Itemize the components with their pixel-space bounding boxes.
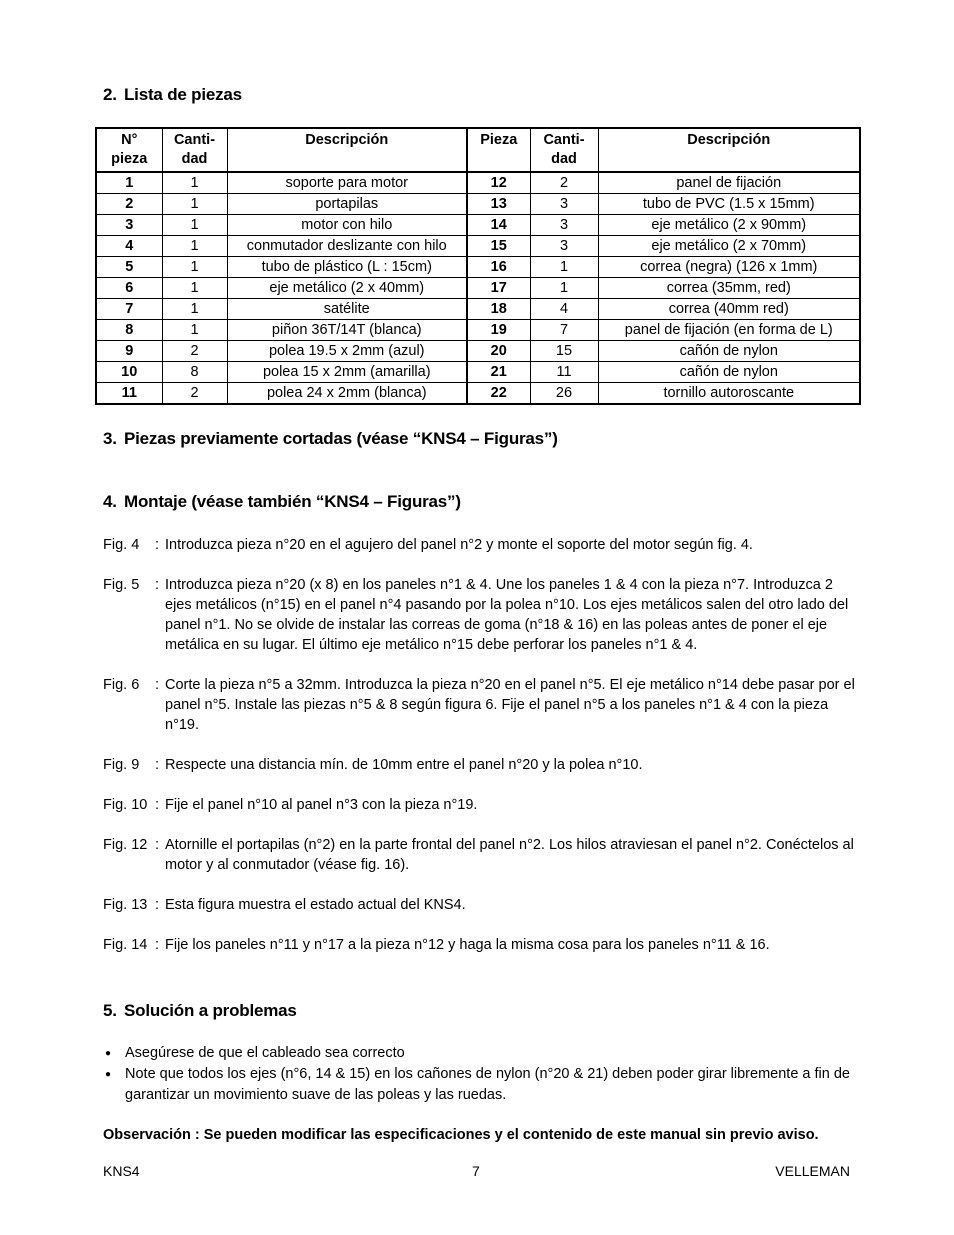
table-row (96, 172, 860, 194)
table-row (96, 257, 860, 278)
cell-part: 13 (467, 194, 530, 215)
cell-description-2: cañón de nylon (598, 362, 860, 383)
table-row (96, 383, 860, 405)
section-title-precut-parts (103, 429, 558, 449)
assembly-step (103, 935, 863, 955)
cell-description: polea 19.5 x 2mm (azul) (227, 341, 467, 362)
cell-description: polea 15 x 2mm (amarilla) (227, 362, 467, 383)
parts-table (95, 127, 861, 405)
table-row (96, 215, 860, 236)
note-text: Observación : Se pueden modificar las especificaciones y el contenido de este manual sin previo aviso. (103, 1127, 819, 1143)
cell-quantity: 1 (162, 278, 227, 299)
step-text: Esta figura muestra el estado actual del KNS4. (165, 897, 466, 913)
cell-quantity-2: 1 (530, 278, 598, 299)
cell-part: 18 (467, 299, 530, 320)
cell-description: motor con hilo (227, 215, 467, 236)
assembly-step (103, 795, 863, 815)
section-heading: Solución a problemas (124, 1001, 297, 1020)
step-figure-label: Fig. 12 (103, 837, 148, 853)
cell-quantity-2: 11 (530, 362, 598, 383)
cell-description-2: cañón de nylon (598, 341, 860, 362)
cell-quantity: 1 (162, 299, 227, 320)
section-number: 5. (103, 1001, 117, 1020)
assembly-step (103, 535, 863, 555)
parts-table-body (96, 172, 860, 404)
section-number: 2. (103, 85, 117, 104)
cell-part: 12 (467, 172, 530, 194)
cell-description-2: eje metálico (2 x 90mm) (598, 215, 860, 236)
cell-part-number: 10 (96, 362, 162, 383)
cell-part-number: 2 (96, 194, 162, 215)
assembly-step (103, 575, 863, 655)
list-item-text: Note que todos los ejes (n°6, 14 & 15) en los cañones de nylon (n°20 & 21) deben poder girar libremente a fin de garantizar un movimiento suave de las poleas y las ruedas. (125, 1066, 850, 1103)
step-text: Corte la pieza n°5 a 32mm. Introduzca la pieza n°20 en el panel n°5. El eje metálico n°14 debe pasar por el panel n°5. Instale las piezas n°5 & 8 según figura 6. Fije el panel n°5 a los paneles n°1 & 4 con la pieza n°19. (165, 677, 855, 733)
step-text: Fije el panel n°10 al panel n°3 con la pieza n°19. (165, 797, 478, 813)
table-row (96, 236, 860, 257)
cell-description: conmutador deslizante con hilo (227, 236, 467, 257)
assembly-steps (103, 535, 863, 975)
step-separator: : (155, 897, 160, 913)
step-separator: : (155, 797, 160, 813)
cell-quantity: 1 (162, 215, 227, 236)
list-item-text: Asegúrese de que el cableado sea correcto (125, 1045, 405, 1061)
cell-quantity-2: 2 (530, 172, 598, 194)
troubleshooting-list (103, 1043, 863, 1106)
header-description: Descripción (227, 128, 467, 172)
step-text: Respecte una distancia mín. de 10mm entre el panel n°20 y la polea n°10. (165, 757, 643, 773)
cell-quantity-2: 3 (530, 236, 598, 257)
cell-part: 14 (467, 215, 530, 236)
step-separator: : (155, 677, 160, 693)
cell-part: 16 (467, 257, 530, 278)
section-title-troubleshooting (103, 1001, 297, 1021)
cell-quantity: 1 (162, 172, 227, 194)
cell-description: piñon 36T/14T (blanca) (227, 320, 467, 341)
cell-description-2: eje metálico (2 x 70mm) (598, 236, 860, 257)
header-quantity-2: Canti- dad (530, 128, 598, 172)
section-heading: Piezas previamente cortadas (véase “KNS4 – Figuras”) (124, 429, 558, 448)
section-heading: Lista de piezas (124, 85, 242, 104)
step-figure-label: Fig. 14 (103, 937, 148, 953)
cell-quantity: 1 (162, 236, 227, 257)
cell-quantity-2: 3 (530, 215, 598, 236)
step-figure-label: Fig. 5 (103, 577, 140, 593)
step-text: Introduzca pieza n°20 en el agujero del panel n°2 y monte el soporte del motor según fig. 4. (165, 537, 753, 553)
table-row (96, 320, 860, 341)
step-figure-label: Fig. 10 (103, 797, 148, 813)
header-part-number: N° pieza (96, 128, 162, 172)
step-text: Atornille el portapilas (n°2) en la parte frontal del panel n°2. Los hilos atraviesan el panel n°2. Conéctelos al motor y al conmutador (véase fig. 16). (165, 837, 854, 873)
cell-part: 22 (467, 383, 530, 405)
cell-description: satélite (227, 299, 467, 320)
list-item (103, 1064, 863, 1106)
cell-description-2: panel de fijación (598, 172, 860, 194)
cell-part-number: 8 (96, 320, 162, 341)
cell-part-number: 9 (96, 341, 162, 362)
cell-quantity-2: 26 (530, 383, 598, 405)
list-item (103, 1043, 863, 1064)
cell-part-number: 11 (96, 383, 162, 405)
step-text: Fije los paneles n°11 y n°17 a la pieza n°12 y haga la misma cosa para los paneles n°11 & 16. (165, 937, 770, 953)
cell-description-2: correa (40mm red) (598, 299, 860, 320)
cell-part-number: 7 (96, 299, 162, 320)
header-quantity: Canti- dad (162, 128, 227, 172)
section-number: 4. (103, 492, 117, 511)
step-separator: : (155, 937, 160, 953)
step-figure-label: Fig. 9 (103, 757, 140, 773)
step-separator: : (155, 537, 160, 553)
step-figure-label: Fig. 13 (103, 897, 148, 913)
cell-description: portapilas (227, 194, 467, 215)
step-separator: : (155, 577, 160, 593)
cell-description-2: tubo de PVC (1.5 x 15mm) (598, 194, 860, 215)
cell-quantity-2: 1 (530, 257, 598, 278)
cell-part-number: 4 (96, 236, 162, 257)
table-row (96, 278, 860, 299)
cell-part: 15 (467, 236, 530, 257)
cell-description-2: panel de fijación (en forma de L) (598, 320, 860, 341)
step-figure-label: Fig. 6 (103, 677, 140, 693)
header-part: Pieza (467, 128, 530, 172)
cell-quantity-2: 15 (530, 341, 598, 362)
step-text: Introduzca pieza n°20 (x 8) en los paneles n°1 & 4. Une los paneles 1 & 4 con la pieza n°7. Introduzca 2 ejes metálicos (n°15) en el panel n°4 pasando por la polea n°10. Los ejes metálicos salen del otro lado del panel n°1. No se olvide de instalar las correas de goma (n°18 & 16) en las poleas antes de poner el eje metálica en su lugar. El último eje metálico n°15 debe perforar los paneles n°1 & 4. (165, 577, 849, 653)
cell-description: soporte para motor (227, 172, 467, 194)
footer-page-number: 7 (472, 1163, 480, 1179)
cell-quantity-2: 3 (530, 194, 598, 215)
assembly-step (103, 835, 863, 875)
cell-quantity: 2 (162, 341, 227, 362)
header-description-2: Descripción (598, 128, 860, 172)
cell-part-number: 3 (96, 215, 162, 236)
cell-quantity: 2 (162, 383, 227, 405)
section-heading: Montaje (véase también “KNS4 – Figuras”) (124, 492, 461, 511)
cell-quantity-2: 4 (530, 299, 598, 320)
cell-part: 21 (467, 362, 530, 383)
table-row (96, 341, 860, 362)
cell-description-2: correa (35mm, red) (598, 278, 860, 299)
cell-quantity-2: 7 (530, 320, 598, 341)
section-title-parts-list (103, 85, 242, 105)
section-title-assembly (103, 492, 461, 512)
cell-part-number: 5 (96, 257, 162, 278)
cell-description-2: correa (negra) (126 x 1mm) (598, 257, 860, 278)
assembly-step (103, 755, 863, 775)
cell-part: 17 (467, 278, 530, 299)
cell-description: eje metálico (2 x 40mm) (227, 278, 467, 299)
cell-part-number: 1 (96, 172, 162, 194)
step-figure-label: Fig. 4 (103, 537, 140, 553)
footer-right: VELLEMAN (775, 1163, 850, 1179)
cell-description-2: tornillo autoroscante (598, 383, 860, 405)
footer-left: KNS4 (103, 1163, 140, 1179)
cell-part-number: 6 (96, 278, 162, 299)
cell-quantity: 1 (162, 194, 227, 215)
assembly-step (103, 675, 863, 735)
cell-quantity: 8 (162, 362, 227, 383)
cell-description: tubo de plástico (L : 15cm) (227, 257, 467, 278)
cell-quantity: 1 (162, 320, 227, 341)
step-separator: : (155, 837, 160, 853)
assembly-step (103, 895, 863, 915)
table-row (96, 299, 860, 320)
cell-quantity: 1 (162, 257, 227, 278)
table-row (96, 194, 860, 215)
cell-description: polea 24 x 2mm (blanca) (227, 383, 467, 405)
step-separator: : (155, 757, 160, 773)
table-header-row (96, 128, 860, 172)
cell-part: 20 (467, 341, 530, 362)
cell-part: 19 (467, 320, 530, 341)
table-row (96, 362, 860, 383)
bullet-icon: ● (105, 1069, 112, 1080)
bullet-icon: ● (105, 1048, 112, 1059)
section-number: 3. (103, 429, 117, 448)
